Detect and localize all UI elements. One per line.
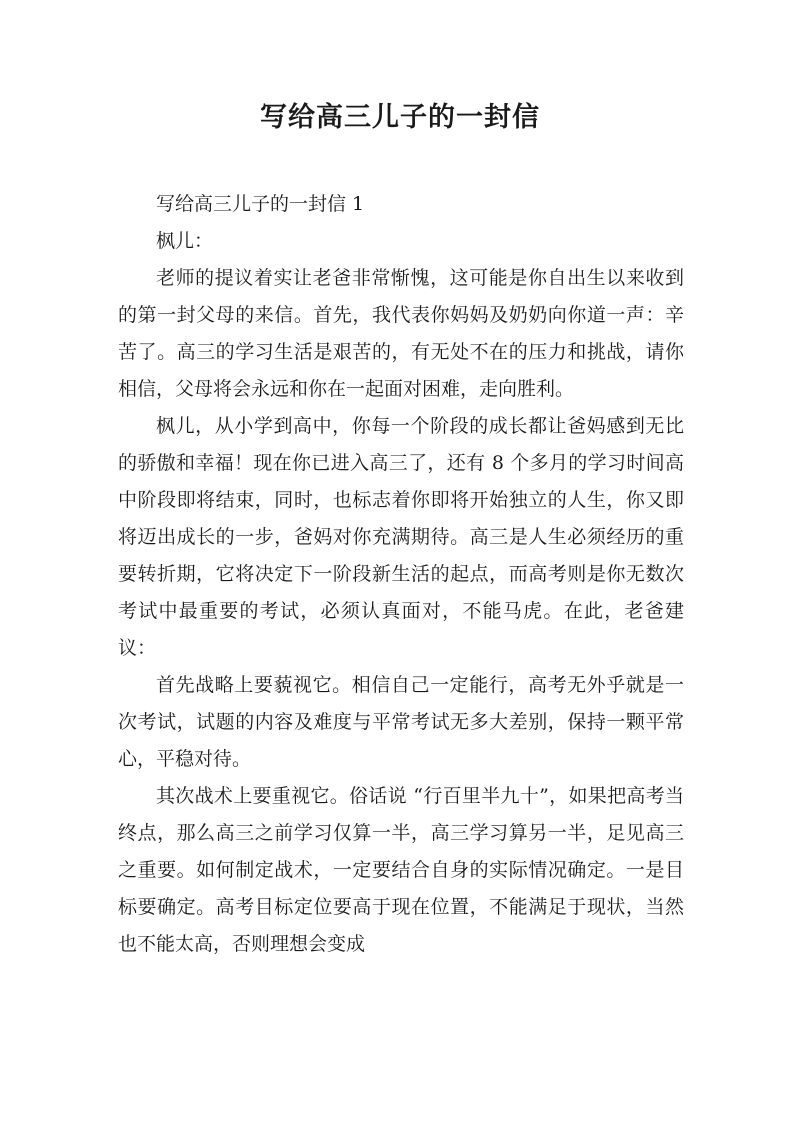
body-paragraph: 首先战略上要藐视它。相信自己一定能行，高考无外乎就是一次考试，试题的内容及难度与平常考试无多大差别，保持一颗平常心，平稳对待。 [118,674,684,770]
body-paragraph: 其次战术上要重视它。俗话说 “行百里半九十”，如果把高考当终点，那么高三之前学习仅算一半，高三学习算另一半，足见高三之重要。如何制定战术，一定要结合自身的实际情况确定。一是目标要确定。高考目标定位要高于现在位置，不能满足于现状，当然也不能太高，否则理想会变成 [118,785,684,955]
section-heading: 写给高三儿子的一封信 1 [156,193,365,215]
salutation: 枫儿： [156,230,214,252]
document-body [118,186,684,963]
body-paragraph: 枫儿，从小学到高中，你每一个阶段的成长都让爸妈感到无比的骄傲和幸福！现在你已进入高三了，还有 8 个多月的学习时间高中阶段即将结束，同时，也标志着你即将开始独立的人生，你又即将迈出成长的一步，爸妈对你充满期待。高三是人生必须经历的重要转折期，它将决定下一阶段新生活的起点，而高考则是你无数次考试中最重要的考试，必须认真面对，不能马虎。在此，老爸建议： [118,415,684,659]
document-title: 写给高三儿子的一封信 [260,102,540,133]
body-paragraph: 老师的提议着实让老爸非常惭愧，这可能是你自出生以来收到的第一封父母的来信。首先，我代表你妈妈及奶奶向你道一声：辛苦了。高三的学习生活是艰苦的，有无处不在的压力和挑战，请你相信，父母将会永远和你在一起面对困难，走向胜利。 [118,267,684,400]
